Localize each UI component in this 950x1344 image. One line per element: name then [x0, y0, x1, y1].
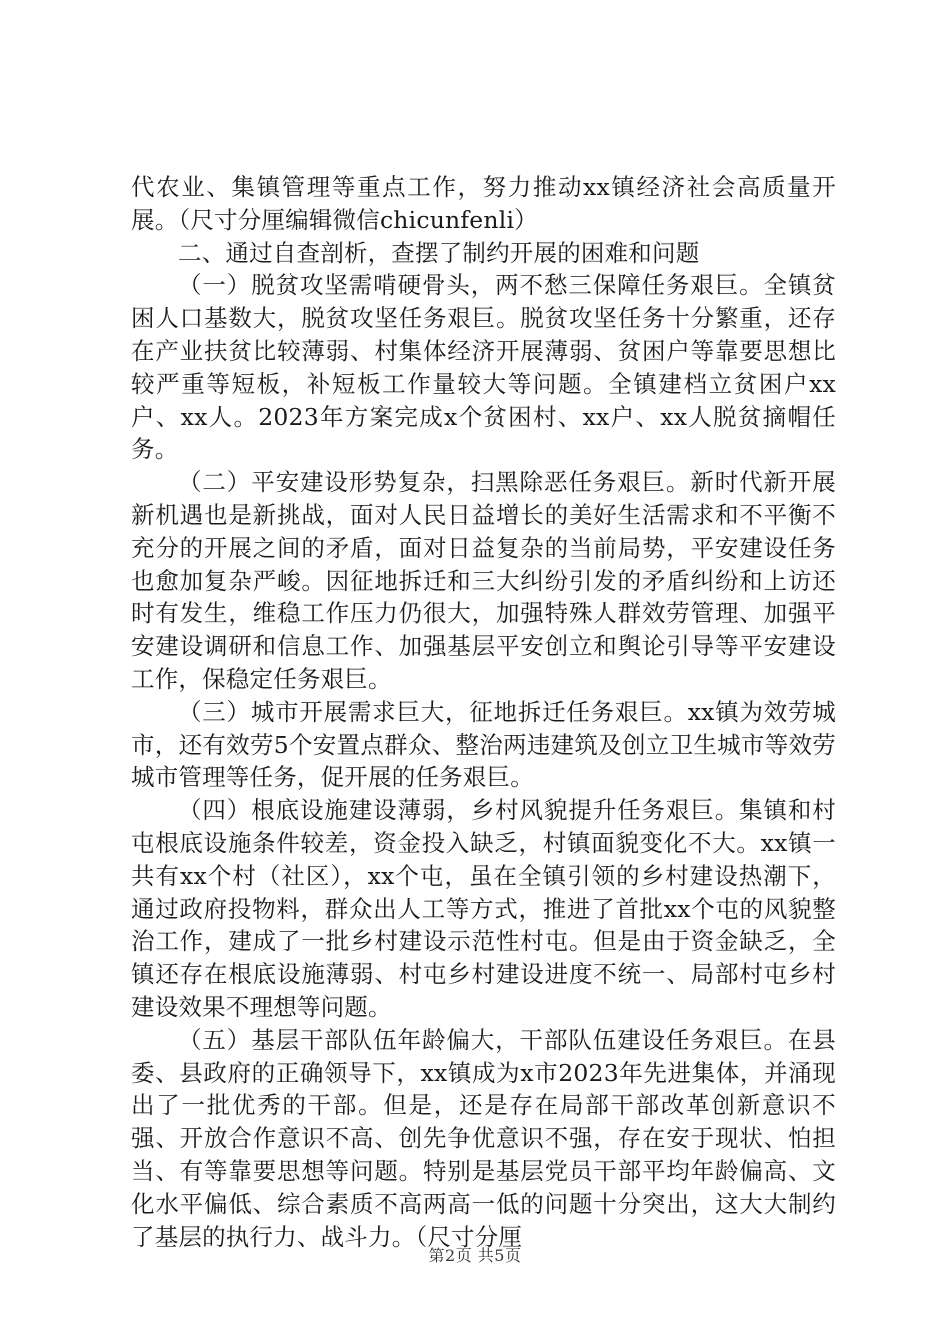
paragraph-continuation: 代农业、集镇管理等重点工作，努力推动xx镇经济社会高质量开展。（尺寸分厘编辑微信chicunfenli）	[131, 173, 836, 234]
section-heading: 二、通过自查剖析，查摆了制约开展的困难和问题	[178, 238, 700, 267]
paragraph-infrastructure: （四）根底设施建设薄弱，乡村风貌提升任务艰巨。集镇和村屯根底设施条件较差，资金投入缺乏，村镇面貌变化不大。xx镇一共有xx个村（社区），xx个屯，虽在全镇引领的乡村建设热潮下，通过政府投物料，群众出人工等方式，推进了首批xx个屯的风貌整治工作，建成了一批乡村建设示范性村屯。但是由于资金缺乏，全镇还存在根底设施薄弱、村屯乡村建设进度不统一、局部村屯乡村建设效果不理想等问题。	[131, 796, 836, 1021]
paragraph-safety: （二）平安建设形势复杂，扫黑除恶任务艰巨。新时代新开展新机遇也是新挑战，面对人民日益增长的美好生活需求和不平衡不充分的开展之间的矛盾，面对日益复杂的当前局势，平安建设任务也愈加复杂严峻。因征地拆迁和三大纠纷引发的矛盾纠纷和上访还时有发生，维稳工作压力仍很大，加强特殊人群效劳管理、加强平安建设调研和信息工作、加强基层平安创立和舆论引导等平安建设工作，保稳定任务艰巨。	[131, 468, 836, 693]
paragraph-cadres: （五）基层干部队伍年龄偏大，干部队伍建设任务艰巨。在县委、县政府的正确领导下，xx镇成为x市2023年先进集体，并涌现出了一批优秀的干部。但是，还是存在局部干部改革创新意识不强、开放合作意识不高、创先争优意识不强，存在安于现状、怕担当、有等靠要思想等问题。特别是基层党员干部平均年龄偏高、文化水平偏低、综合素质不高两高一低的问题十分突出，这大大制约了基层的执行力、战斗力。（尺寸分厘	[131, 1025, 836, 1251]
paragraph-poverty: （一）脱贫攻坚需啃硬骨头，两不愁三保障任务艰巨。全镇贫困人口基数大，脱贫攻坚任务艰巨。脱贫攻坚任务十分繁重，还存在产业扶贫比较薄弱、村集体经济开展薄弱、贫困户等靠要思想比较严重等短板，补短板工作量较大等问题。全镇建档立贫困户xx户、xx人。2023年方案完成x个贫困村、xx户、xx人脱贫摘帽任务。	[131, 271, 836, 464]
page-number-footer: 第2页 共5页	[428, 1246, 522, 1265]
paragraph-urban: （三）城市开展需求巨大，征地拆迁任务艰巨。xx镇为效劳城市，还有效劳5个安置点群众、整治两违建筑及创立卫生城市等效劳城市管理等任务，促开展的任务艰巨。	[131, 697, 836, 792]
document-body	[131, 171, 836, 1253]
